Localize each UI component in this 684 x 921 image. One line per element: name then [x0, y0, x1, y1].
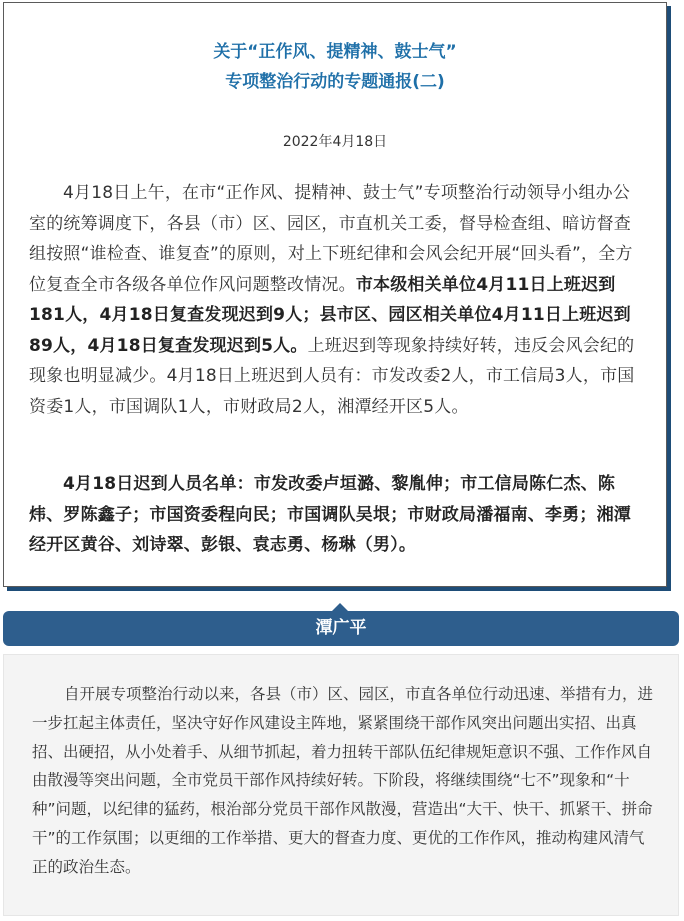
- notice-card: [3, 2, 667, 587]
- paragraph-text: 上班迟到等现象持续好转，违反会风会纪的现象也明显减少。4月18日上班迟到人员有：市发改委2人，市工信局3人，市国资委1人，市国调队1人，市财政局2人，湘潭经开区5人。: [29, 335, 635, 417]
- notice-date: 2022年4月18日: [282, 134, 388, 150]
- commentary-box: [3, 654, 679, 916]
- notice-title: [4, 37, 666, 97]
- notice-paragraph-1: [29, 178, 647, 422]
- commentary-text: 自开展专项整治行动以来，各县（市）区、园区，市直各单位行动迅速、举措有力，进一步扛起主体责任，坚决守好作风建设主阵地，紧紧围绕干部作风突出问题出实招、出真招、出硬招，从小处着手、从细节抓起，着力扭转干部队伍纪律规矩意识不强、工作作风自由散漫等突出问题，全市党员干部作风持续好转。下阶段，将继续围绕“七不”现象和“十种”问题，以纪律的猛药，根治部分党员干部作风散漫，营造出“大干、快干、抓紧干、拼命干”的工作氛围；以更细的工作举措、更大的督查力度、更优的工作作风，推动构建风清气正的政治生态。: [32, 685, 654, 876]
- paragraph-bold-text: 市本级相关单位4月11日上班迟到181人，4月18日复查发现迟到9人；县市区、园区相关单位4月11日上班迟到89人，4月18日复查发现迟到5人。: [29, 274, 631, 356]
- banner-pointer: [332, 603, 348, 611]
- notice-title-line1: 关于“正作风、提精神、鼓士气”: [213, 42, 457, 62]
- notice-title-line2: 专项整治行动的专题通报(二): [225, 72, 445, 92]
- late-staff-list-text: 4月18日迟到人员名单：市发改委卢垣潞、黎胤伸；市工信局陈仁杰、陈炜、罗陈鑫子；市国资委程向民；市国调队吴垠；市财政局潘福南、李勇；湘潭经开区黄谷、刘诗翠、彭银、袁志勇、杨琳（男）。: [29, 474, 631, 555]
- paragraph-text: 4月18日上午，在市“正作风、提精神、鼓士气”专项整治行动领导小组办公室的统筹调度下，各县（市）区、园区，市直机关工委，督导检查组、暗访督查组按照“谁检查、谁复查”的原则，对上下班纪律和会风会纪开展“回头看”，全方位复查全市各级各单位作风问题整改情况。: [29, 183, 633, 295]
- commentary-banner: 潭广平: [3, 611, 679, 646]
- late-staff-list: [29, 469, 647, 561]
